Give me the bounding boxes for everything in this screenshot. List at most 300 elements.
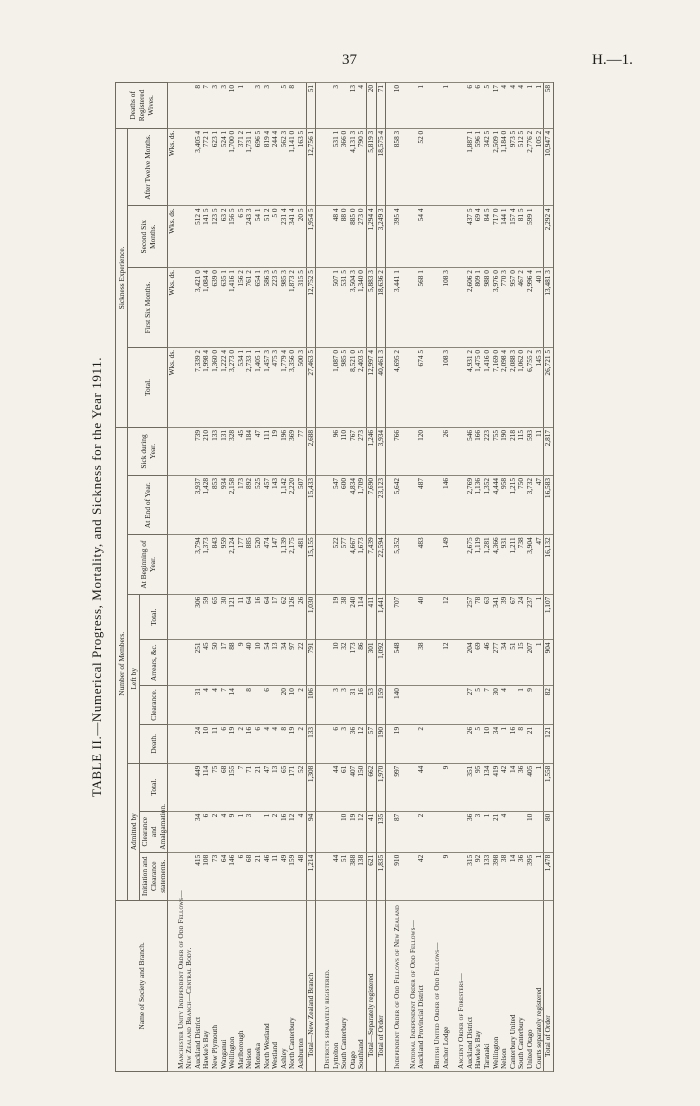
cell: 3,904 (526, 535, 535, 594)
cell: 739 (194, 427, 203, 475)
cell: 146 (228, 852, 237, 900)
cell: 662 (367, 763, 377, 811)
table-row (316, 83, 324, 1072)
cell: 405 (526, 763, 535, 811)
cell: 1,835 (376, 852, 386, 900)
cell: 3,441 1 (393, 268, 402, 348)
cell: 14 (509, 763, 518, 811)
header-left-by: Left by (128, 594, 140, 763)
cell: 6,755 2 (526, 348, 535, 428)
cell: 7 (202, 83, 211, 129)
cell: 3 (474, 811, 483, 852)
cell: 277 (492, 640, 501, 686)
cell: 88 (228, 640, 237, 686)
cell: 22,594 (376, 535, 386, 594)
header-deaths-wives: Deaths of Registered Wives. (116, 83, 168, 129)
cell (254, 811, 263, 852)
cell: 1 (483, 811, 492, 852)
cell: 474 (263, 535, 272, 594)
section-heading-row (457, 83, 466, 1072)
cell: 1,416 0 (483, 348, 492, 428)
cell: 61 (340, 763, 349, 811)
cell: 1,700 0 (228, 128, 237, 206)
cell: 47 (254, 427, 263, 475)
cell: 1,373 (202, 535, 211, 594)
cell: 1,709 (357, 476, 366, 535)
cell: 4,834 (349, 476, 358, 535)
cell: 3 (254, 83, 263, 129)
cell: 10 (340, 811, 349, 852)
row-name: British United Order of Odd Fellows— (433, 900, 442, 1071)
cell: 600 (340, 476, 349, 535)
row-name: Ashley (280, 900, 289, 1071)
cell: 2,403 5 (357, 348, 366, 428)
cell: 9 (442, 852, 451, 900)
cell: 1,478 (544, 852, 554, 900)
cell: 1,030 (306, 594, 316, 640)
cell: 717 0 (492, 206, 501, 268)
cell: 4,131 3 (349, 128, 358, 206)
cell: 674 5 (417, 348, 426, 428)
cell: 133 (306, 724, 316, 763)
cell: 57 (367, 724, 377, 763)
cell: 1 (500, 724, 509, 763)
rotated-table-page (85, 82, 663, 1072)
cell: 133 (211, 427, 220, 475)
cell: 342 5 (483, 128, 492, 206)
cell: 22 (297, 640, 306, 686)
cell: 13,481 3 (544, 268, 554, 348)
cell: 654 1 (254, 268, 263, 348)
cell: 184 (245, 427, 254, 475)
cell (433, 83, 442, 129)
cell: 64 (245, 594, 254, 640)
cell: 9 (237, 640, 246, 686)
cell: 315 (466, 852, 475, 900)
cell (409, 83, 418, 129)
cell: 1,340 0 (357, 268, 366, 348)
cell: 520 (254, 535, 263, 594)
table-row (492, 83, 501, 1072)
cell: 240 (349, 594, 358, 640)
cell: 19 (332, 594, 341, 640)
cell: 16 (254, 594, 263, 640)
cell: 120 (417, 427, 426, 475)
cell: 58 (544, 83, 554, 129)
cell: 1 (535, 852, 544, 900)
table-row (271, 83, 280, 1072)
cell: 7 (483, 686, 492, 725)
cell: 8 (517, 724, 526, 763)
cell: 1,294 4 (367, 206, 377, 268)
row-name: North Canterbury (288, 900, 297, 1071)
cell: 244 4 (271, 128, 280, 206)
cell: 16,583 (544, 476, 554, 535)
cell: 19 (228, 724, 237, 763)
cell: 5,883 3 (367, 268, 377, 348)
header-admitted-by: Admitted by (128, 763, 140, 900)
table-row (466, 83, 475, 1072)
cell: 4 (263, 724, 272, 763)
row-name: Motueka (254, 900, 263, 1071)
row-name: Anchor Lodge (442, 900, 451, 1071)
cell: 68 (220, 763, 229, 811)
cell: 173 (349, 640, 358, 686)
cell: 204 (466, 640, 475, 686)
cell: 21 (254, 763, 263, 811)
cell (177, 427, 186, 475)
cell: 4 (500, 811, 509, 852)
cell: 190 (500, 427, 509, 475)
cell: 69 (474, 640, 483, 686)
cell: 10 (228, 83, 237, 129)
header-arrears: Arrears, &c. (140, 640, 168, 686)
cell: 140 (393, 686, 402, 725)
header-total-admitted: Total. (140, 763, 168, 811)
cell: 467 2 (517, 268, 526, 348)
cell: 51 2 (263, 206, 272, 268)
table-row (332, 83, 341, 1072)
cell: 26 (442, 427, 451, 475)
cell: 1,136 (474, 476, 483, 535)
cell: 5 (474, 686, 483, 725)
cell: 218 (509, 427, 518, 475)
cell: 53 (367, 686, 377, 725)
cell: 6 (220, 724, 229, 763)
row-name: Total—New Zealand Branch (306, 900, 316, 1071)
cell: 40 (417, 594, 426, 640)
cell: 8 (245, 686, 254, 725)
cell: 44 (417, 763, 426, 811)
units-second-six: Wks. ds. (168, 206, 177, 268)
cell: 24 (517, 594, 526, 640)
cell: 791 (306, 640, 316, 686)
cell: 7,169 0 (492, 348, 501, 428)
cell: 16 (509, 724, 518, 763)
cell: 885 (245, 535, 254, 594)
header-sickness-experience: Sickness Experience. (116, 128, 128, 427)
cell: 524 1 (220, 128, 229, 206)
cell: 12,752 5 (306, 268, 316, 348)
cell: 1,119 (474, 535, 483, 594)
table-row (280, 83, 289, 1072)
row-name: Total of Order (376, 900, 386, 1071)
cell: 3,504 3 (349, 268, 358, 348)
row-name: South Canterbury (340, 900, 349, 1071)
cell: 6 (466, 83, 475, 129)
row-name: Districts separately registered. (323, 900, 332, 1071)
cell: 306 (194, 594, 203, 640)
cell: 3 (340, 686, 349, 725)
cell: 41 (367, 811, 377, 852)
cell: 17 (271, 594, 280, 640)
cell: 138 (357, 852, 366, 900)
cell: 11 (211, 724, 220, 763)
header-total-left: Total. (140, 594, 168, 640)
cell: 1 (237, 83, 246, 129)
cell: 115 (517, 427, 526, 475)
cell: 586 3 (263, 268, 272, 348)
table-row (228, 83, 237, 1072)
cell: 21 (526, 724, 535, 763)
row-name: Otago (349, 900, 358, 1071)
cell: 5,642 (393, 476, 402, 535)
cell: 395 (526, 852, 535, 900)
cell: 196 (280, 427, 289, 475)
cell: 15 (517, 640, 526, 686)
cell: 10,947 4 (544, 128, 554, 206)
cell (177, 763, 186, 811)
cell: 767 (349, 427, 358, 475)
cell: 14 (228, 686, 237, 725)
cell: 2,088 3 (509, 348, 518, 428)
cell: 957 0 (509, 268, 518, 348)
cell: 111 (263, 427, 272, 475)
cell: 1,215 (509, 476, 518, 535)
cell: 62 (280, 594, 289, 640)
cell (442, 811, 451, 852)
table-row (340, 83, 349, 1072)
table-row (357, 83, 366, 1072)
cell: 1,092 (376, 640, 386, 686)
cell (177, 724, 186, 763)
cell: 547 (332, 476, 341, 535)
total-row (376, 83, 386, 1072)
cell: 163 5 (297, 128, 306, 206)
cell: 1 (417, 83, 426, 129)
cell: 1,954 5 (306, 206, 316, 268)
cell: 16,132 (544, 535, 554, 594)
cell: 47 (535, 476, 544, 535)
cell: 54 4 (417, 206, 426, 268)
cell: 351 (466, 763, 475, 811)
cell: 150 (357, 763, 366, 811)
cell: 5 (280, 83, 289, 129)
cell (177, 128, 186, 206)
cell: 166 (474, 427, 483, 475)
cell: 1,142 (280, 476, 289, 535)
cell: 3 (263, 83, 272, 129)
cell: 3,937 (194, 476, 203, 535)
cell: 11 (535, 427, 544, 475)
section-heading-row (409, 83, 418, 1072)
cell: 997 (393, 763, 402, 811)
cell: 65 (280, 763, 289, 811)
cell: 7 (237, 763, 246, 811)
cell: 973 5 (509, 128, 518, 206)
cell: 2,733 1 (245, 348, 254, 428)
cell: 934 (220, 476, 229, 535)
cell: 38 (417, 640, 426, 686)
header-sick-during-year: Sick during Year. (128, 427, 168, 475)
cell: 3,934 (376, 427, 386, 475)
table-row (288, 83, 297, 1072)
cell: 223 (483, 427, 492, 475)
cell: 48 (297, 852, 306, 900)
row-name: Ashburton (297, 900, 306, 1071)
cell: 1,873 2 (288, 268, 297, 348)
row-name: South Canterbury (517, 900, 526, 1071)
cell (457, 83, 466, 129)
table-row (194, 83, 203, 1072)
section-heading-row (393, 83, 402, 1072)
cell: 6 (237, 852, 246, 900)
cell: 10 (483, 724, 492, 763)
cell: 12 (442, 640, 451, 686)
cell (417, 686, 426, 725)
cell: 1,970 (376, 763, 386, 811)
cell: 27,463 5 (306, 348, 316, 428)
cell: 26 (466, 724, 475, 763)
cell: 1,457 3 (263, 348, 272, 428)
cell: 1,405 1 (254, 348, 263, 428)
cell: 1,139 (280, 535, 289, 594)
cell: 1,281 (483, 535, 492, 594)
table-row (237, 83, 246, 1072)
cell: 106 (306, 686, 316, 725)
cell: 21 (492, 811, 501, 852)
cell: 54 (263, 640, 272, 686)
cell: 92 (474, 852, 483, 900)
header-number-of-members: Number of Members. (116, 427, 128, 900)
cell: 1 (237, 811, 246, 852)
cell: 155 (228, 763, 237, 811)
cell: 2,776 2 (526, 128, 535, 206)
cell (433, 206, 442, 268)
cell: 13 (271, 763, 280, 811)
header-second-six: Second Six Months. (128, 206, 168, 268)
cell: 512 5 (517, 128, 526, 206)
row-name: United Otago (526, 900, 535, 1071)
table-row (450, 83, 457, 1072)
header-after-twelve: After Twelve Months. (128, 128, 168, 206)
cell: 146 (442, 476, 451, 535)
cell: 108 3 (442, 348, 451, 428)
units-total-sickness: Wks. ds. (168, 348, 177, 428)
cell: 210 (202, 427, 211, 475)
cell: 1,211 (509, 535, 518, 594)
header-at-beginning: At Beginning of Year. (128, 535, 168, 594)
cell: 30 (220, 594, 229, 640)
table-row (417, 83, 426, 1072)
cell: 4 (500, 686, 509, 725)
cell: 371 2 (237, 128, 246, 206)
cell: 75 (211, 763, 220, 811)
cell: 437 5 (466, 206, 475, 268)
cell: 24 (194, 724, 203, 763)
document-reference: H.—1. (592, 52, 633, 68)
cell: 257 (466, 594, 475, 640)
cell: 159 (288, 852, 297, 900)
cell: 49 (280, 852, 289, 900)
cell: 36 (466, 811, 475, 852)
cell: 190 (376, 724, 386, 763)
cell: 4,667 (349, 535, 358, 594)
table-row (254, 83, 263, 1072)
cell: 3,273 0 (228, 348, 237, 428)
cell: 45 (202, 640, 211, 686)
cell: 59 (202, 594, 211, 640)
cell: 19 (271, 427, 280, 475)
cell: 3 (332, 83, 341, 129)
cell: 1,673 (357, 535, 366, 594)
cell: 23,123 (376, 476, 386, 535)
cell: 30 (492, 686, 501, 725)
cell: 2 (297, 724, 306, 763)
cell: 388 (349, 852, 358, 900)
cell: 114 (357, 594, 366, 640)
cell: 46 (483, 640, 492, 686)
cell: 562 3 (280, 128, 289, 206)
section-heading-row (185, 83, 194, 1072)
cell: 21 (254, 852, 263, 900)
cell: 988 0 (483, 268, 492, 348)
cell: 959 (220, 535, 229, 594)
cell: 77 (297, 427, 306, 475)
cell: 10 (526, 811, 535, 852)
cell: 7 (220, 686, 229, 725)
cell: 2,124 (228, 535, 237, 594)
cell: 487 (417, 476, 426, 535)
cell: 525 (254, 476, 263, 535)
row-name: Manchester Unity Independent Order of Odd Fellows— (177, 900, 186, 1071)
cell (442, 686, 451, 725)
cell: 596 1 (474, 128, 483, 206)
cell: 64 (263, 594, 272, 640)
table-row (535, 83, 544, 1072)
cell: 415 (194, 852, 203, 900)
header-clearance-amalgamation: Clearance and Amalgamation. (140, 811, 168, 852)
cell (442, 724, 451, 763)
cell: 6 (202, 811, 211, 852)
row-name: Canterbury United (509, 900, 518, 1071)
cell: 2 (297, 686, 306, 725)
cell: 7,339 2 (194, 348, 203, 428)
total-row (306, 83, 316, 1072)
cell: 2 (271, 811, 280, 852)
cell: 1,887 1 (466, 128, 475, 206)
cell: 5,352 (393, 535, 402, 594)
cell: 2 (417, 724, 426, 763)
cell: 531 5 (340, 268, 349, 348)
cell: 4,366 (492, 535, 501, 594)
cell: 51 (306, 83, 316, 129)
cell: 87 (393, 811, 402, 852)
cell: 134 (483, 763, 492, 811)
cell: 885 0 (349, 206, 358, 268)
table-title: TABLE II.—Numerical Progress, Mortality, and Sickness for the Year 1911. (89, 356, 104, 798)
cell (245, 83, 254, 129)
cell: 623 1 (211, 128, 220, 206)
cell: 42 (417, 852, 426, 900)
cell (177, 83, 186, 129)
cell: 40 (245, 640, 254, 686)
cell (177, 268, 186, 348)
cell: 3,405 4 (194, 128, 203, 206)
cell: 52 0 (417, 128, 426, 206)
header-clearance: Clearance. (140, 686, 168, 725)
table-row (500, 83, 509, 1072)
cell: 96 (332, 427, 341, 475)
row-name: Taranaki (483, 900, 492, 1071)
cell (177, 811, 186, 852)
cell: 301 (367, 640, 377, 686)
cell: 44 (332, 852, 341, 900)
row-name: Wellington (492, 900, 501, 1071)
cell: 2,769 (466, 476, 475, 535)
cell: 144 1 (500, 206, 509, 268)
cell: 5 (483, 83, 492, 129)
